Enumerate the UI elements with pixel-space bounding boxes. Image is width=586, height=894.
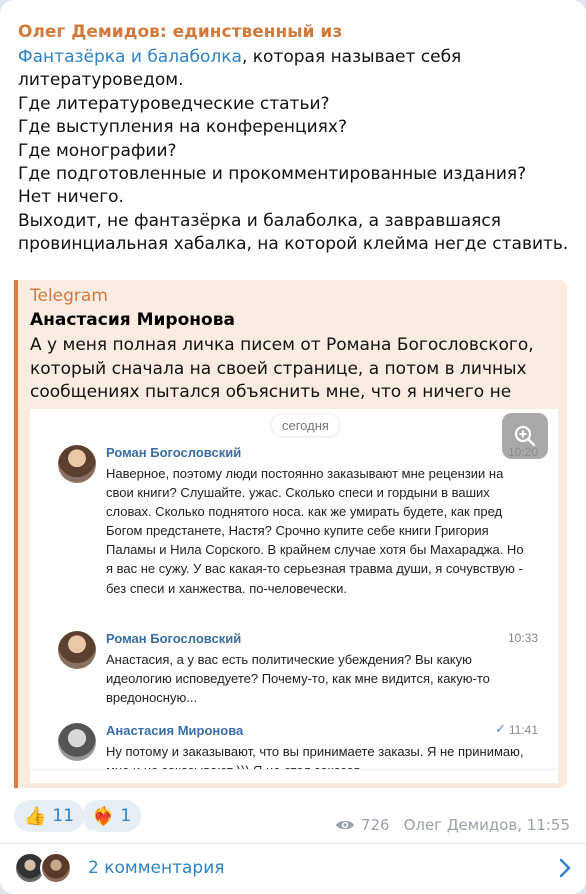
screenshot-bottom-edge	[30, 769, 558, 783]
comments-button[interactable]	[0, 844, 586, 894]
chat-message-time: 10:33	[507, 631, 538, 645]
quote-text: А у меня полная личка писем от Романа Богословского, который сначала на своей странице, а потом в личных сообщениях пытался объяснить мне, что я ничего не	[30, 335, 534, 402]
eye-icon	[335, 818, 355, 832]
read-check-icon: ✓	[495, 722, 506, 737]
message-line-6: Выходит, не фантазёрка и балаболка, а завравшаяся провинциальная хабалка, на которой клейма негде ставить.	[18, 210, 569, 255]
quote-author: Анастасия Миронова	[30, 310, 235, 330]
chevron-right-icon	[558, 858, 572, 878]
sender-name[interactable]: Олег Демидов: единственный из	[18, 22, 343, 42]
comments-label: 2 комментария	[88, 858, 225, 878]
thumbs-up-icon: 👍	[24, 805, 47, 827]
avatar	[58, 631, 96, 669]
forwarded-quote[interactable]	[14, 280, 567, 788]
message-meta	[335, 816, 570, 834]
author-and-time: Олег Демидов, 11:55	[403, 816, 570, 834]
chat-message-author: Роман Богословский	[106, 445, 242, 460]
zoom-button[interactable]	[502, 413, 548, 459]
message-line-2: Где выступления на конференциях?	[18, 117, 347, 138]
message-line-4: Где подготовленные и прокомментированные издания?	[18, 164, 527, 185]
reaction-count: 11	[52, 806, 75, 826]
chat-message-author: Анастасия Миронова	[106, 723, 244, 738]
reaction-heart-fire[interactable]	[82, 800, 141, 832]
message-line-3: Где монографии?	[18, 140, 177, 161]
quote-accent-bar	[14, 280, 18, 788]
view-count: 726	[360, 816, 390, 834]
channel-link[interactable]: Фантазёрка и балаболка	[18, 47, 242, 67]
message-text	[18, 46, 574, 257]
embedded-screenshot[interactable]	[30, 409, 558, 783]
reaction-count: 1	[120, 806, 132, 826]
quote-source: Telegram	[30, 286, 108, 306]
avatar	[58, 723, 96, 761]
chat-message-text: Ну потому и заказывают, что вы принимаете заказы. Я не принимаю,	[106, 744, 524, 759]
heart-on-fire-icon: ❤️‍🔥	[92, 805, 115, 827]
chat-message-author: Роман Богословский	[106, 631, 242, 646]
message-text-intro: , которая называет себя литературоведом.	[18, 47, 462, 91]
avatar	[58, 445, 96, 483]
reaction-thumbs-up[interactable]	[14, 800, 84, 832]
message-line-1: Где литературоведческие статьи?	[18, 93, 330, 114]
chat-message-text: Наверное, поэтому люди постоянно заказывают мне рецензии на свои книги? Слушайте. ужас. Сколько спеси и гордыни в ваших словах. Сколько поднятого носа. как же умирать будете, как пред Богом предстанете, Настя? Срочно купите себе книги Григория Паламы и Нила Сорского. В крайнем случае хотя бы Махараджа. Но я вас не сужу. У вас какая-то серьезная травма души, я сочувствую - без спеси и ханжества. по-человечески.	[106, 466, 524, 596]
message-line-5: Нет ничего.	[18, 187, 124, 208]
chat-message-text: Анастасия, а у вас есть политические убеждения? Вы какую идеологию исповедуете? Почему-то, как мне видится, какую-то вредоносную...	[106, 652, 490, 706]
commenter-avatar	[40, 852, 72, 884]
chat-message-time: 11:41	[508, 723, 538, 737]
zoom-in-icon	[513, 424, 537, 448]
date-pill: сегодня	[272, 415, 339, 436]
